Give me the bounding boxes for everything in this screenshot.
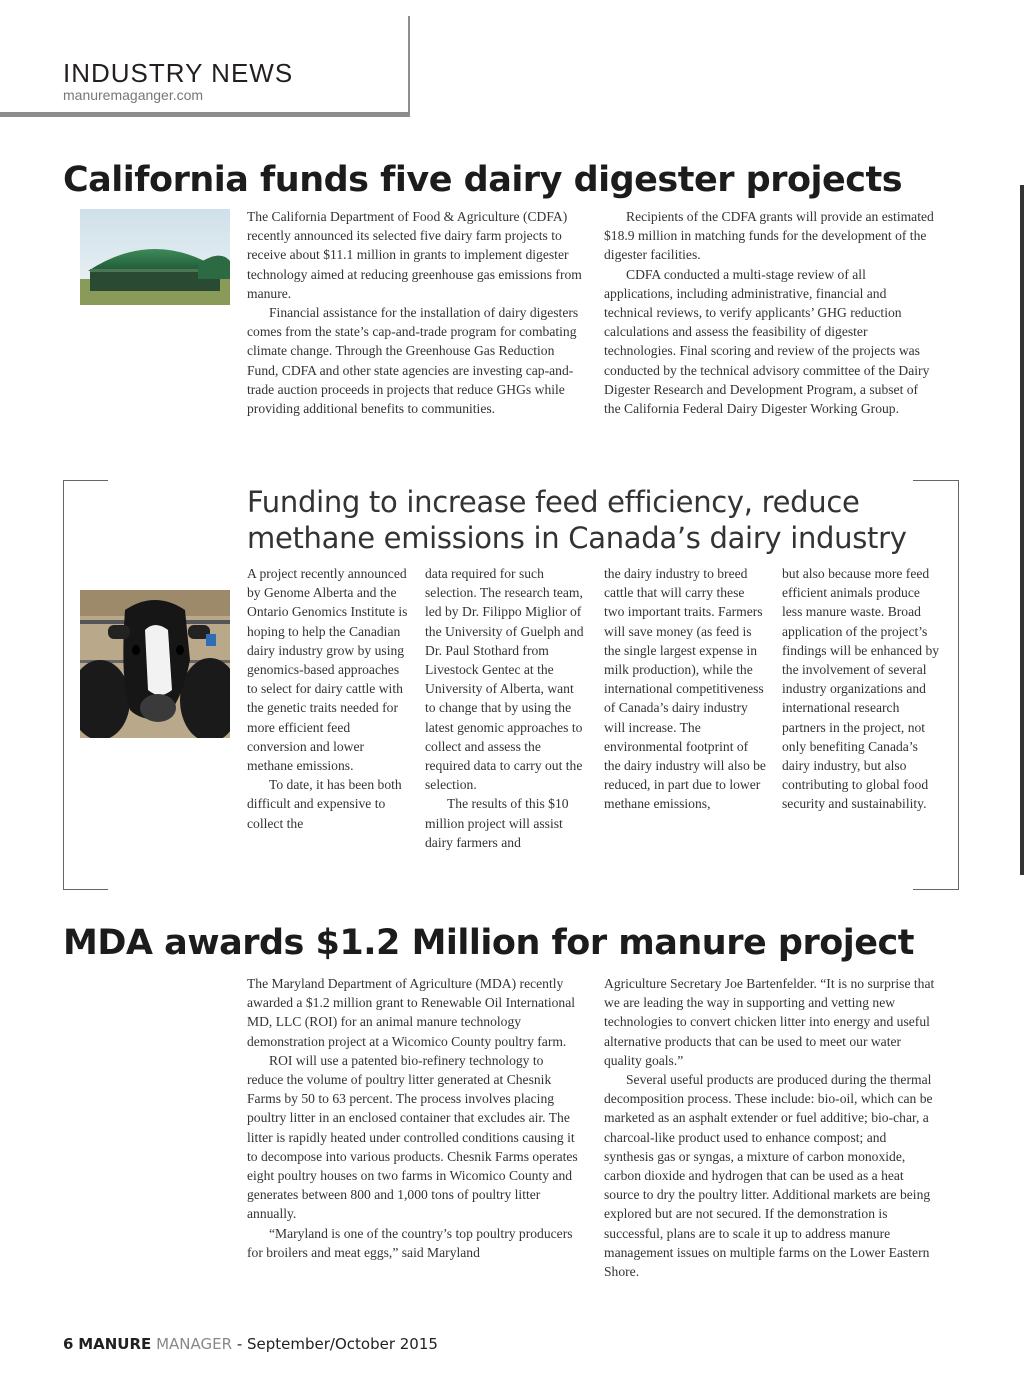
article1-column-2 bbox=[604, 207, 934, 418]
magazine-name-light: MANAGER bbox=[156, 1335, 233, 1353]
paragraph: ROI will use a patented bio-refinery technology to reduce the volume of poultry litter generated at Chesnik Farms by 50 to 63 percent. The process involves placing poultry litter in an enclosed container that excludes air. The litter is rapidly heated under controlled conditions causing it to decompose into various products. Chesnik Farms operates eight poultry houses on two farms in Wicomico County and generates between 800 and 1,000 tons of poultry litter annually. bbox=[247, 1052, 578, 1222]
section-title: INDUSTRY NEWS bbox=[63, 58, 294, 88]
magazine-name-bold: MANURE bbox=[78, 1335, 152, 1353]
article2-column-2 bbox=[425, 564, 585, 852]
paragraph: A project recently announced by Genome Alberta and the Ontario Genomics Institute is hoping to help the Canadian dairy industry grow by using genomics-based approaches to select for dairy cattle with the genetic traits needed for more efficient feed conversion and lower methane emissions. bbox=[247, 566, 408, 774]
article3-headline: MDA awards $1.2 Million for manure project bbox=[63, 923, 914, 963]
paragraph: Recipients of the CDFA grants will provide an estimated $18.9 million in matching funds for the development of the digester facilities. bbox=[604, 209, 934, 263]
paragraph: the dairy industry to breed cattle that will carry these two important traits. Farmers will save money (as feed is the single largest expense in milk production), while the international competitiveness of Canada’s dairy industry will increase. The environmental footprint of the dairy industry will also be reduced, in part due to lower methane emissions, bbox=[604, 566, 766, 812]
article3-column-2 bbox=[604, 974, 938, 1281]
article2-headline-line-1: Funding to increase feed efficiency, reduce bbox=[247, 485, 860, 519]
cow-photo bbox=[80, 590, 230, 738]
digester-photo bbox=[80, 209, 230, 305]
paragraph: Financial assistance for the installation of dairy digesters comes from the state’s cap-and-trade program for combating climate change. Through the Greenhouse Gas Reduction Fund, CDFA and other state agencies are investing cap-and-trade auction proceeds in projects that reduce GHGs while providing additional benefits to communities. bbox=[247, 305, 579, 417]
paragraph: “Maryland is one of the country’s top poultry producers for broilers and meat eggs,” said Maryland bbox=[247, 1225, 573, 1260]
article2-column-3 bbox=[604, 564, 766, 814]
article3-column-1 bbox=[247, 974, 583, 1262]
article1-column-1 bbox=[247, 207, 583, 418]
paragraph: but also because more feed efficient animals produce less manure waste. Broad application of the project’s findings will be enhanced by the involvement of several industry organizations and international research partners in the project, not only benefiting Canada’s dairy industry, but also contributing to global food security and sustainability. bbox=[782, 566, 940, 812]
article2-column-1 bbox=[247, 564, 409, 833]
paragraph: To date, it has been both difficult and expensive to collect the bbox=[247, 777, 402, 831]
paragraph: Several useful products are produced during the thermal decomposition process. These include: bio-oil, which can be marketed as an asphalt extender or fuel additive; bio-char, a charcoal-like product used to enhance compost; and synthesis gas or syngas, a mixture of carbon monoxide, carbon dioxide and hydrogen that can be used as a heat source to dry the poultry litter. Additional markets are being explored but are not secured. If the demonstration is successful, plans are to scale it up to address manure management issues on multiple farms on the Lower Eastern Shore. bbox=[604, 1072, 933, 1280]
page-number: 6 bbox=[63, 1335, 74, 1353]
paragraph: The California Department of Food & Agriculture (CDFA) recently announced its selected five dairy farm projects to receive about $11.1 million in grants to implement digester technology aimed at reducing greenhouse gas emissions from manure. bbox=[247, 209, 582, 301]
section-url: manuremaganger.com bbox=[63, 87, 204, 103]
article1-headline: California funds five dairy digester projects bbox=[63, 160, 903, 200]
issue-date: - September/October 2015 bbox=[236, 1335, 438, 1353]
paragraph: data required for such selection. The research team, led by Dr. Filippo Miglior of the University of Guelph and Dr. Paul Stothard from Livestock Gentec at the University of Alberta, want to change that by using the latest genomic approaches to collect and assess the required data to carry out the selection. bbox=[425, 566, 584, 793]
paragraph: The Maryland Department of Agriculture (MDA) recently awarded a $1.2 million grant to Renewable Oil International MD, LLC (ROI) for an animal manure technology demonstration project at a Wicomico County poultry farm. bbox=[247, 976, 576, 1049]
paragraph: Agriculture Secretary Joe Bartenfelder. “It is no surprise that we are leading the way in supporting and vetting new technologies to convert chicken litter into energy and useful alternative products that can be used to meet our water quality goals.” bbox=[604, 976, 935, 1068]
paragraph: CDFA conducted a multi-stage review of all applications, including administrative, financial and technical reviews, to verify applicants’ GHG reduction calculations and assess the feasibility of digester technologies. Final scoring and review of the projects was conducted by the technical advisory committee of the Dairy Digester Research and Development Program, a subset of the California Federal Dairy Digester Working Group. bbox=[604, 266, 930, 417]
article2-column-4 bbox=[782, 564, 942, 814]
article2-headline-line-2: methane emissions in Canada’s dairy industry bbox=[247, 521, 907, 555]
page-footer bbox=[63, 1337, 438, 1352]
page-edge-bar bbox=[1020, 185, 1024, 875]
paragraph: The results of this $10 million project will assist dairy farmers and bbox=[425, 796, 569, 850]
article2-headline bbox=[247, 484, 927, 556]
